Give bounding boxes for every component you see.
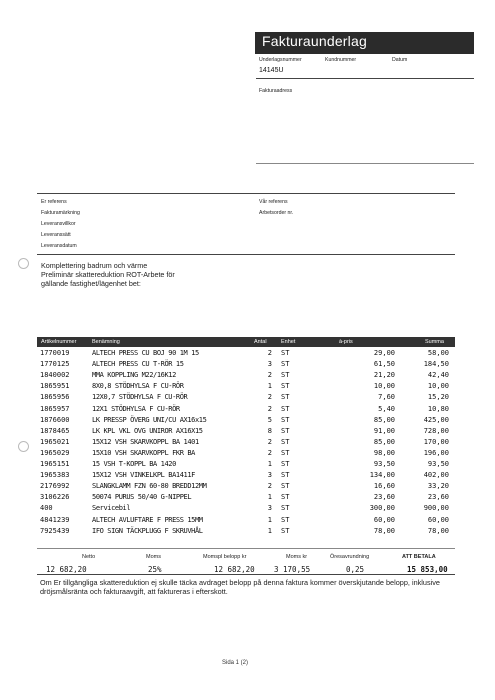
- cell-apris: 21,20: [373, 371, 395, 380]
- momskr-value: 3 170,55: [274, 565, 311, 574]
- cell-artikelnummer: 3106226: [40, 493, 70, 502]
- references-bottom-divider: [37, 254, 455, 255]
- cell-artikelnummer: 1878465: [40, 426, 70, 435]
- cell-artikelnummer: 1965151: [40, 460, 70, 468]
- att-betala-label: ATT BETALA: [402, 554, 436, 560]
- cell-apris: 5,40: [378, 404, 395, 413]
- netto-label: Netto: [82, 554, 96, 560]
- cell-antal: 1: [267, 526, 272, 535]
- underlagsnummer-label: Underlagsnummer: [259, 57, 302, 63]
- cell-antal: 3: [267, 360, 272, 369]
- cell-apris: 29,00: [373, 349, 395, 357]
- cell-enhet: ST: [281, 349, 290, 357]
- cell-antal: 5: [267, 415, 272, 424]
- cell-apris: 10,00: [373, 382, 395, 391]
- cell-benamning: LK PRESSP ÖVERG UNI/CU AX16x15: [92, 415, 207, 424]
- cell-artikelnummer: 1840002: [40, 371, 70, 380]
- cell-antal: 2: [267, 437, 272, 446]
- table-row: [40, 416, 452, 427]
- oresavrundning-value: 0,25: [346, 565, 365, 574]
- table-row: [40, 349, 452, 360]
- cell-antal: 1: [267, 493, 272, 502]
- cell-artikelnummer: 1865956: [40, 393, 70, 402]
- intro-line-3: gällande fastighet/lägenhet bet:: [41, 279, 141, 288]
- cell-enhet: ST: [281, 515, 290, 524]
- cell-enhet: ST: [281, 393, 290, 402]
- table-row: [40, 504, 452, 515]
- momskr-label: Moms kr: [286, 554, 308, 560]
- cell-apris: 93,50: [373, 460, 395, 468]
- cell-artikelnummer: 1770019: [40, 349, 70, 357]
- cell-benamning: Servicebil: [92, 504, 131, 513]
- cell-apris: 300,00: [369, 504, 395, 513]
- cell-enhet: ST: [281, 371, 290, 380]
- table-row: [40, 471, 452, 482]
- cell-benamning: 15X12 VSH SKARVKOPPL BA 1401: [92, 437, 199, 446]
- ref-leveranssatt: Leveranssätt: [41, 232, 71, 238]
- cell-summa: 42,40: [427, 371, 449, 380]
- page-number: Sida 1 (2): [222, 660, 249, 666]
- cell-summa: 425,00: [423, 415, 449, 424]
- cell-summa: 402,00: [423, 471, 449, 480]
- document-title: Fakturaunderlag: [262, 33, 367, 49]
- cell-artikelnummer: 1865957: [40, 404, 70, 413]
- moms-value: 25%: [148, 565, 162, 574]
- cell-artikelnummer: 4841239: [40, 515, 70, 524]
- cell-benamning: 8X0,8 STÖDHYLSA F CU-RÖR: [92, 382, 184, 391]
- cell-summa: 10,00: [427, 382, 449, 391]
- cell-enhet: ST: [281, 493, 290, 502]
- table-row: [40, 427, 452, 438]
- cell-antal: 2: [267, 482, 272, 491]
- cell-summa: 78,00: [427, 526, 449, 535]
- table-row: [40, 493, 452, 504]
- cell-benamning: MMA KOPPLING M22/16K12: [92, 371, 176, 380]
- footer-note: Om Er tillgängliga skattereduktion ej skulle täcka avdraget belopp på denna faktura kommer överskjutande belopp, inklusive dröjsmålsränta och fakturaavgift, att faktureras i efterskott.: [40, 578, 440, 596]
- cell-enhet: ST: [281, 448, 290, 457]
- cell-summa: 10,80: [427, 404, 449, 413]
- table-row: [40, 482, 452, 493]
- cell-benamning: 50074 PURUS 50/40 G-NIPPEL: [92, 493, 192, 502]
- cell-enhet: ST: [281, 437, 290, 446]
- att-betala-value: 15 853,00: [407, 565, 448, 574]
- address-divider: [256, 163, 474, 164]
- cell-summa: 196,00: [423, 448, 449, 457]
- cell-apris: 98,00: [373, 448, 395, 457]
- cell-benamning: 12X0,7 STÖDHYLSA F CU-RÖR: [92, 393, 188, 402]
- oresavrundning-label: Öresavrundning: [330, 554, 370, 560]
- cell-benamning: 15X12 VSH VINKELKPL BA1411F: [92, 471, 195, 480]
- cell-benamning: ALTECH AVLUFTARE F PRESS 15MM: [92, 515, 203, 524]
- cell-apris: 16,60: [373, 482, 395, 491]
- momspl-value: 12 682,20: [214, 565, 255, 574]
- momspl-label: Momspl belopp kr: [203, 554, 247, 560]
- intro-line-2: Preliminär skattereduktion ROT-Arbete för: [41, 270, 175, 279]
- col-benamning: Benämning: [92, 339, 120, 345]
- col-summa: Summa: [425, 339, 444, 345]
- table-row: [40, 438, 452, 449]
- table-row: [40, 382, 452, 393]
- cell-enhet: ST: [281, 526, 290, 535]
- table-row: [40, 527, 452, 538]
- cell-apris: 85,00: [373, 437, 395, 446]
- cell-artikelnummer: 2176992: [40, 482, 70, 491]
- cell-artikelnummer: 1865951: [40, 382, 70, 391]
- kundnummer-label: Kundnummer: [325, 57, 357, 63]
- cell-summa: 728,00: [423, 426, 449, 435]
- col-apris: à-pris: [339, 339, 353, 345]
- references-top-divider: [37, 193, 455, 194]
- moms-label: Moms: [146, 554, 161, 560]
- cell-summa: 170,00: [423, 437, 449, 446]
- cell-summa: 184,50: [423, 360, 449, 369]
- cell-summa: 60,00: [427, 515, 449, 524]
- table-row: [40, 405, 452, 416]
- ref-var-referens: Vår referens: [259, 199, 288, 205]
- cell-antal: 3: [267, 471, 272, 480]
- cell-antal: 2: [267, 404, 272, 413]
- intro-line-1: Komplettering badrum och värme: [41, 261, 148, 270]
- cell-enhet: ST: [281, 382, 290, 391]
- cell-artikelnummer: 1965029: [40, 448, 70, 457]
- cell-artikelnummer: 1770125: [40, 360, 70, 369]
- cell-apris: 134,00: [369, 471, 395, 480]
- cell-summa: 23,60: [427, 493, 449, 502]
- table-row: [40, 449, 452, 460]
- totals-top-divider: [37, 548, 455, 549]
- cell-antal: 1: [267, 460, 272, 468]
- cell-apris: 91,00: [373, 426, 395, 435]
- table-row: [40, 360, 452, 371]
- totals-bottom-divider: [37, 574, 455, 575]
- cell-enhet: ST: [281, 471, 290, 480]
- cell-summa: 900,00: [423, 504, 449, 513]
- ref-leveransdatum: Leveransdatum: [41, 243, 77, 249]
- cell-artikelnummer: 1876600: [40, 415, 70, 424]
- cell-benamning: 15X10 VSH SKARVKOPPL FKR BA: [92, 448, 195, 457]
- cell-enhet: ST: [281, 415, 290, 424]
- ref-er-referens: Er referens: [41, 199, 67, 205]
- table-row: [40, 371, 452, 382]
- col-artikelnummer: Artikelnummer: [41, 339, 77, 345]
- cell-benamning: LK KPL VKL OVG UNIROR AX16X15: [92, 426, 203, 435]
- underlagsnummer-value: 14145U: [259, 67, 284, 74]
- cell-apris: 23,60: [373, 493, 395, 502]
- cell-summa: 93,50: [427, 460, 449, 468]
- cell-benamning: 12X1 STÖDHYLSA F CU-RÖR: [92, 404, 180, 413]
- cell-apris: 60,00: [373, 515, 395, 524]
- cell-enhet: ST: [281, 404, 290, 413]
- col-enhet: Enhet: [281, 339, 296, 345]
- netto-value: 12 682,20: [46, 565, 87, 574]
- punch-hole: [18, 258, 29, 269]
- cell-enhet: ST: [281, 504, 290, 513]
- cell-enhet: ST: [281, 460, 290, 468]
- cell-apris: 78,00: [373, 526, 395, 535]
- cell-antal: 1: [267, 515, 272, 524]
- ref-fakturamarkning: Fakturamärkning: [41, 210, 80, 216]
- cell-antal: 3: [267, 504, 272, 513]
- cell-antal: 2: [267, 448, 272, 457]
- cell-summa: 15,20: [427, 393, 449, 402]
- ref-leveransvillkor: Leveransvillkor: [41, 221, 76, 227]
- cell-benamning: IFO SIGN TÄCKPLUGG F SKRUVHÅL: [92, 526, 203, 535]
- cell-enhet: ST: [281, 426, 290, 435]
- table-row: [40, 516, 452, 527]
- cell-antal: 1: [267, 382, 272, 391]
- cell-apris: 7,60: [378, 393, 395, 402]
- cell-benamning: SLANGKLAMM FZN 60-80 BREDD12MM: [92, 482, 207, 491]
- fakturaadress-label: Fakturaadress: [259, 88, 293, 94]
- cell-artikelnummer: 1965021: [40, 437, 70, 446]
- cell-antal: 2: [267, 349, 272, 357]
- cell-enhet: ST: [281, 482, 290, 491]
- datum-label: Datum: [392, 57, 408, 63]
- cell-enhet: ST: [281, 360, 290, 369]
- ref-arbetsorder: Arbetsorder nr.: [259, 210, 294, 216]
- cell-benamning: 15 VSH T-KOPPL BA 1420: [92, 460, 176, 468]
- cell-summa: 33,20: [427, 482, 449, 491]
- cell-artikelnummer: 1965383: [40, 471, 70, 480]
- table-row: [40, 393, 452, 404]
- cell-antal: 2: [267, 393, 272, 402]
- col-antal: Antal: [254, 339, 267, 345]
- table-row: [40, 460, 452, 471]
- cell-antal: 8: [267, 426, 272, 435]
- cell-apris: 85,00: [373, 415, 395, 424]
- cell-apris: 61,50: [373, 360, 395, 369]
- cell-benamning: ALTECH PRESS CU BOJ 90 1M 15: [92, 349, 199, 357]
- cell-antal: 2: [267, 371, 272, 380]
- cell-artikelnummer: 7925439: [40, 526, 70, 535]
- header-divider: [256, 78, 474, 79]
- punch-hole: [18, 441, 29, 452]
- cell-summa: 58,00: [427, 349, 449, 357]
- cell-benamning: ALTECH PRESS CU T-RÖR 15: [92, 360, 184, 369]
- cell-artikelnummer: 400: [40, 504, 53, 513]
